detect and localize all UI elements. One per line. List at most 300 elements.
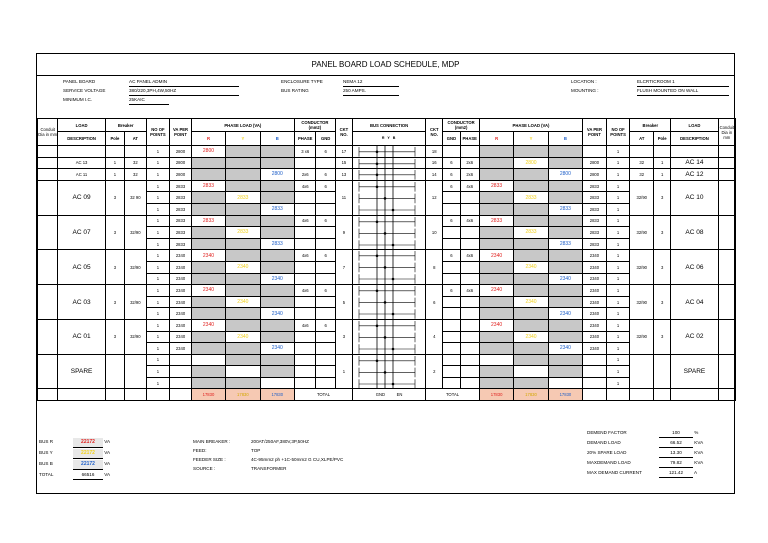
conductor-phase [294,296,316,308]
demand-unit: KVA [694,450,704,455]
conductor-gnd [443,203,460,215]
breaker-pole [654,146,671,158]
load-description: AC 13 [58,157,105,169]
ckt-number: 15 [335,157,352,169]
conductor-phase [294,343,316,355]
phase-b-load [260,331,294,343]
demand-label: MAX DEMAND CURRENT [587,470,642,475]
conductor-phase [294,377,316,389]
demand-unit: % [694,430,699,435]
conductor-gnd [316,331,335,343]
conductor-phase [294,227,316,239]
no-of-points: 1 [606,366,630,378]
load-description: AC 14 [671,157,718,169]
phase-y-load [226,250,260,262]
phase-r-load [191,377,225,389]
no-of-points: 1 [606,261,630,273]
total-r: 17830 [191,389,225,401]
empty-cell [606,389,630,401]
col-at: AT [125,132,147,146]
breaker-pole [105,354,124,389]
phase-b-load [260,261,294,273]
bus-connection [353,157,426,169]
conductor-phase: 4x6 [294,319,316,331]
bus-unit: VA [104,461,111,466]
va-per-point: 2833 [583,203,607,215]
demand-unit: KVA [694,460,704,465]
empty-cell [170,389,192,401]
col-breaker: Breaker [105,119,146,132]
conductor-phase [294,331,316,343]
phase-y-load [226,354,260,366]
load-description: AC 07 [58,215,105,250]
phase-r-load: 2340 [191,285,225,297]
feeder-value: 200AT/250AF,380V,3P,50HZ [251,439,309,444]
no-of-points: 1 [606,169,630,181]
load-description: AC 05 [58,250,105,285]
phase-y-load [226,146,260,158]
no-of-points: 1 [146,169,170,181]
load-description: SPARE [671,354,718,389]
col-y: Y [226,132,260,146]
demand-label: DEMEND FACTOR [587,430,627,435]
bus-connection [353,354,426,389]
ckt-number: 7 [335,250,352,285]
bus-unit: VA [104,472,111,477]
ckt-number: 9 [335,215,352,250]
conduit-cell [718,180,735,215]
conduit-cell [38,285,58,320]
no-of-points: 1 [146,296,170,308]
bus-connection [353,215,426,250]
phase-b-load [260,319,294,331]
va-per-point: 2340 [170,343,192,355]
conduit-cell [38,215,58,250]
phase-y-load [514,343,548,355]
breaker-pole: 1 [105,169,124,181]
va-per-point: 2833 [583,215,607,227]
va-per-point: 2800 [583,157,607,169]
no-of-points: 1 [146,331,170,343]
phase-r-load [479,169,513,181]
info-label: LOCATION : [571,79,597,84]
load-schedule-sheet [36,53,735,494]
info-left [63,78,239,105]
conduit-cell [718,285,735,320]
conductor-gnd [316,366,335,378]
phase-b-load: 2833 [548,203,582,215]
conductor-gnd: 6 [443,157,460,169]
demand-label: DEMAND LOAD [587,440,621,445]
conductor-gnd [316,192,335,204]
info-value: NEMA 12 [343,78,399,87]
phase-r-load [479,308,513,320]
no-of-points: 1 [146,273,170,285]
col-bus-rgb [353,132,426,146]
phase-b-load [548,377,582,389]
ckt-number: 14 [426,169,443,181]
breaker-pole: 3 [105,180,124,215]
table-row [38,169,736,181]
conductor-gnd: 6 [443,169,460,181]
phase-r-load [479,296,513,308]
no-of-points: 1 [606,308,630,320]
bus-value: 22172 [73,449,103,459]
conductor-phase [460,308,479,320]
col-ckt: CKT NO. [426,119,443,146]
bus-bar-drawing [353,146,421,157]
conductor-gnd [316,296,335,308]
bus-label: TOTAL [39,472,54,477]
bus-value: 22172 [73,438,103,448]
conductor-phase: 4x6 [294,250,316,262]
conductor-gnd [443,377,460,389]
no-of-points: 1 [606,215,630,227]
feeder-label: MAIN BREAKER : [193,439,231,444]
phase-b-load: 2833 [548,238,582,250]
table-row [38,250,736,262]
phase-b-load [548,285,582,297]
phase-y-load [226,157,260,169]
phase-b-load [548,180,582,192]
col-no-points: NO OF POINTS [606,119,630,146]
breaker-at [125,146,147,158]
no-of-points: 1 [146,146,170,158]
conductor-gnd [443,273,460,285]
conductor-phase: 2x6 [460,169,479,181]
breaker-pole: 3 [654,215,671,250]
col-conduit: Conduit Dia in mm [38,119,58,146]
col-load: LOAD [671,119,718,132]
conductor-gnd [316,157,335,169]
info-label: BUS RATING [281,88,309,93]
no-of-points: 1 [146,319,170,331]
breaker-at: 32 [125,157,147,169]
conductor-gnd [443,261,460,273]
phase-y-load [514,180,548,192]
va-per-point: 2340 [583,285,607,297]
ckt-number: 8 [426,250,443,285]
conductor-phase: 2x6 [460,157,479,169]
bus-connection [353,169,426,181]
col-at: AT [630,132,654,146]
breaker-pole: 3 [654,180,671,215]
conductor-phase [460,331,479,343]
table-row [38,180,736,192]
col-no-points: NO OF POINTS [146,119,170,146]
conductor-phase [460,227,479,239]
phase-r-load [191,261,225,273]
va-per-point: 2833 [583,180,607,192]
phase-r-load [191,331,225,343]
col-ckt: CKT NO. [335,119,352,146]
phase-b-load [260,192,294,204]
conductor-gnd: 6 [316,250,335,262]
totals-row [38,389,736,401]
phase-b-load: 2340 [548,273,582,285]
en-label: EN [396,392,403,398]
conductor-gnd: 6 [443,215,460,227]
phase-r-load: 2340 [191,319,225,331]
conductor-phase: 4x6 [294,180,316,192]
phase-b-load [548,296,582,308]
va-per-point: 2340 [170,308,192,320]
total-y: 17830 [226,389,260,401]
col-description: DESCRIPTION [671,132,718,146]
phase-b-load: 2833 [260,203,294,215]
va-per-point: 2340 [583,319,607,331]
va-per-point: 2833 [170,192,192,204]
phase-y-load: 2800 [514,157,548,169]
conductor-gnd [316,308,335,320]
no-of-points: 1 [606,319,630,331]
ckt-number: 12 [426,180,443,215]
col-va-per-point: VA PER POINT [583,119,607,146]
conductor-gnd: 6 [316,146,335,158]
va-per-point: 2340 [583,331,607,343]
va-per-point [583,354,607,366]
empty-cell [105,389,124,401]
phase-r-load: 2340 [479,250,513,262]
breaker-pole: 3 [654,319,671,354]
phase-r-load: 2833 [479,180,513,192]
phase-b-load [548,215,582,227]
conductor-gnd [443,366,460,378]
breaker-at: 32/90 [630,319,654,354]
phase-r-load [479,203,513,215]
va-per-point [170,377,192,389]
conductor-phase [460,203,479,215]
phase-r-load [191,308,225,320]
load-description: AC 06 [671,250,718,285]
phase-y-load [514,215,548,227]
conduit-cell [38,319,58,354]
breaker-at: 32 [630,169,654,181]
col-y: Y [514,132,548,146]
conductor-phase [294,273,316,285]
total-b: 17830 [260,389,294,401]
breaker-at: 32/90 [630,285,654,320]
conductor-gnd: 6 [316,180,335,192]
phase-b-load [260,366,294,378]
conductor-gnd [316,273,335,285]
phase-r-load [191,192,225,204]
va-per-point: 2800 [170,169,192,181]
va-per-point [170,366,192,378]
demand-summary [587,428,703,478]
phase-y-load: 2833 [226,192,260,204]
phase-y-load [226,377,260,389]
va-per-point: 2833 [170,227,192,239]
phase-r-load [479,273,513,285]
phase-b-load [548,331,582,343]
bus-connection [353,146,426,158]
bus-bar-drawing [353,320,421,354]
conductor-gnd [316,354,335,366]
breaker-pole: 3 [654,285,671,320]
phase-r-load [191,238,225,250]
va-per-point: 2833 [170,238,192,250]
conduit-cell [718,215,735,250]
conductor-phase: 4x6 [294,215,316,227]
no-of-points: 1 [606,203,630,215]
breaker-at [630,354,654,389]
phase-r-load [479,377,513,389]
col-phase-load: PHASE LOAD (VA) [479,119,582,132]
no-of-points: 1 [146,203,170,215]
conductor-phase [460,377,479,389]
conductor-gnd [443,227,460,239]
no-of-points: 1 [146,354,170,366]
total-r: 17830 [479,389,513,401]
phase-b-load [260,285,294,297]
phase-y-load [514,169,548,181]
phase-r-load [191,169,225,181]
conduit-cell [38,354,58,389]
conductor-gnd: 6 [316,285,335,297]
load-description [58,146,105,158]
conductor-gnd [316,343,335,355]
no-of-points: 1 [606,273,630,285]
empty-cell [654,389,671,401]
total-label: TOTAL [426,389,480,401]
conduit-cell [718,354,735,389]
phase-b-load: 2340 [260,308,294,320]
demand-unit: KVA [694,440,704,445]
ckt-number: 4 [426,319,443,354]
info-label: PANEL BOARD [63,79,96,84]
info-value: 380/220,3PH,4W,50HZ [129,87,239,96]
phase-y-load: 2340 [514,331,548,343]
conductor-phase [460,192,479,204]
va-per-point: 2833 [583,192,607,204]
phase-b-load: 2340 [548,343,582,355]
phase-y-load [514,366,548,378]
phase-y-load [226,238,260,250]
no-of-points: 1 [606,227,630,239]
phase-y-load [514,250,548,262]
info-value: AC PANEL ADMIN [129,78,239,87]
conductor-gnd: 6 [316,319,335,331]
empty-cell [38,389,58,401]
phase-r-load: 2340 [479,319,513,331]
feeder-value: 4C-95mm2 ph +1C-50mm2 G CU,XLPE/PVC [251,457,344,462]
breaker-pole: 1 [654,169,671,181]
conductor-phase [460,296,479,308]
va-per-point [170,354,192,366]
phase-b-load [548,261,582,273]
info-mid [281,78,399,96]
table-row [38,319,736,331]
phase-b-load [260,354,294,366]
load-description: SPARE [58,354,105,389]
col-gnd: GND [316,132,335,146]
no-of-points: 1 [606,250,630,262]
phase-y-load: 2340 [514,261,548,273]
load-description: AC 11 [58,169,105,181]
ckt-number: 2 [426,354,443,389]
feeder-label: SOURCE : [193,466,216,471]
phase-y-load [514,377,548,389]
conductor-phase [460,354,479,366]
no-of-points: 1 [606,377,630,389]
va-per-point: 2800 [170,157,192,169]
phase-r-load [191,273,225,285]
empty-cell [671,389,718,401]
bus-bar-drawing [353,250,421,284]
conductor-phase: 4x6 [460,285,479,297]
phase-y-load [514,146,548,158]
ckt-number: 17 [335,146,352,158]
ckt-number: 5 [335,285,352,320]
bus-connection [353,180,426,215]
va-per-point [583,366,607,378]
phase-b-load [260,377,294,389]
conductor-phase [294,192,316,204]
phase-y-load: 2833 [226,227,260,239]
conductor-phase: 4x6 [460,180,479,192]
phase-y-load: 2340 [226,331,260,343]
phase-r-load [191,203,225,215]
load-description: AC 08 [671,215,718,250]
phase-b-load: 2800 [548,169,582,181]
breaker-pole [654,354,671,389]
bus-bar-drawing [353,285,421,319]
col-gnd: GND [443,132,460,146]
conductor-phase [460,261,479,273]
bus-connection [353,319,426,354]
col-b: B [260,132,294,146]
phase-b-load [548,157,582,169]
bus-connection [353,250,426,285]
bus-value: 22172 [73,460,103,470]
empty-cell [583,389,607,401]
info-label: MINIMUM I.C. [63,97,93,102]
demand-value: 79.82 [659,458,693,468]
phase-b-load [548,227,582,239]
no-of-points: 1 [146,308,170,320]
conduit-cell [718,157,735,169]
no-of-points: 1 [146,192,170,204]
breaker-pole: 3 [105,250,124,285]
no-of-points: 1 [146,261,170,273]
va-per-point: 2833 [170,203,192,215]
phase-b-load: 2340 [260,343,294,355]
info-value: FLUSH MOUNTED ON WALL [637,87,729,96]
empty-cell [58,389,105,401]
phase-r-load [191,296,225,308]
col-conduit: Conduit Dia in mm [718,119,735,146]
phase-b-load [548,192,582,204]
conductor-phase [294,261,316,273]
phase-b-load [548,146,582,158]
page-title: PANEL BOARD LOAD SCHEDULE, MDP [37,54,734,76]
conduit-cell [718,169,735,181]
conductor-gnd [443,146,460,158]
breaker-at: 32/90 [630,250,654,285]
total-y: 17830 [514,389,548,401]
load-description: AC 03 [58,285,105,320]
va-per-point: 2340 [583,308,607,320]
bus-bar-drawing [353,158,421,169]
phase-y-load [226,285,260,297]
no-of-points: 1 [606,238,630,250]
demand-unit: A [694,470,698,475]
demand-value: 13.30 [659,448,693,458]
col-r: R [479,132,513,146]
phase-b-load: 2340 [260,273,294,285]
ckt-number: 11 [335,180,352,215]
